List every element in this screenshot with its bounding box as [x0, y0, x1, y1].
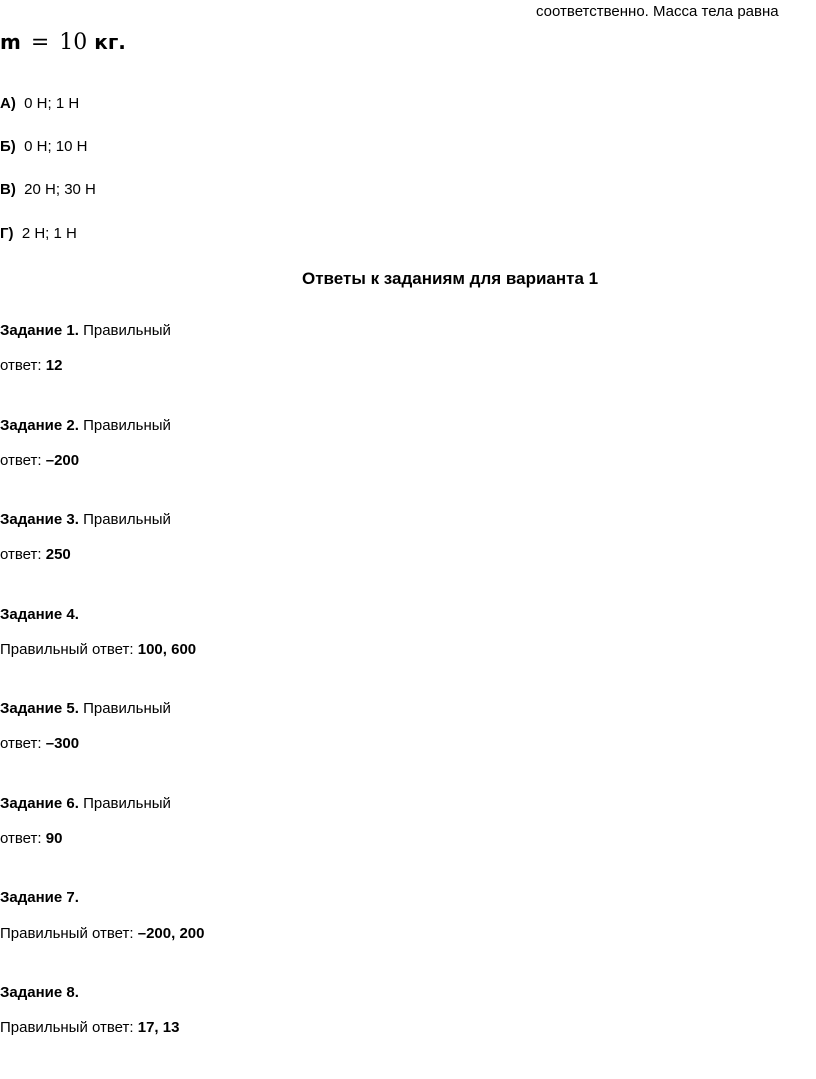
answer-prefix: Правильный ответ:	[0, 925, 138, 942]
answer-value: –200	[45, 452, 80, 469]
answer-2-line2	[0, 453, 79, 468]
answer-value: –300	[45, 735, 80, 752]
answer-3-line1	[0, 512, 171, 527]
answer-4-line2	[0, 642, 196, 657]
answer-prefix: Правильный ответ:	[0, 641, 138, 658]
formula-variable: m	[0, 30, 21, 54]
option-d	[0, 226, 77, 241]
answer-value: 17, 13	[137, 1019, 180, 1036]
top-text-line: соответственно. Масса тела равна	[536, 3, 779, 20]
task-label: Задание 7.	[0, 889, 79, 906]
formula-number: 10	[59, 30, 88, 55]
option-text: 0 Н; 10 Н	[24, 138, 88, 155]
answer-6-line1	[0, 796, 171, 811]
answer-6-line2	[0, 831, 62, 846]
mass-formula	[0, 32, 126, 54]
option-c	[0, 182, 96, 197]
answer-prefix: ответ:	[0, 830, 46, 847]
option-letter: Г)	[0, 225, 14, 242]
answer-prefix: Правильный ответ:	[0, 1019, 138, 1036]
formula-unit: кг.	[94, 30, 126, 54]
option-text: 0 Н; 1 Н	[24, 95, 80, 112]
option-a	[0, 96, 79, 111]
formula-equals: =	[30, 30, 50, 55]
answer-prefix: ответ:	[0, 735, 46, 752]
answer-8-line2	[0, 1020, 179, 1035]
option-b	[0, 139, 88, 154]
option-text: 20 Н; 30 Н	[24, 181, 96, 198]
answer-value: 100, 600	[137, 641, 197, 658]
answer-value: 90	[45, 830, 63, 847]
task-line-rest: Правильный	[78, 511, 171, 528]
answer-prefix: ответ:	[0, 452, 46, 469]
answer-5-line1	[0, 701, 171, 716]
answer-value: –200, 200	[137, 925, 205, 942]
task-label: Задание 3.	[0, 511, 79, 528]
option-text: 2 Н; 1 Н	[21, 225, 77, 242]
answer-1-line2	[0, 358, 62, 373]
task-label: Задание 8.	[0, 984, 79, 1001]
option-letter: А)	[0, 95, 16, 112]
answer-8-line1	[0, 985, 79, 1000]
answer-3-line2	[0, 547, 71, 562]
answer-4-line1	[0, 607, 79, 622]
answer-7-line1	[0, 890, 79, 905]
answer-prefix: ответ:	[0, 357, 46, 374]
task-line-rest: Правильный	[78, 417, 171, 434]
answer-1-line1	[0, 323, 171, 338]
task-line-rest: Правильный	[78, 700, 171, 717]
option-letter: Б)	[0, 138, 16, 155]
answer-2-line1	[0, 418, 171, 433]
answer-7-line2	[0, 926, 204, 941]
task-line-rest: Правильный	[78, 322, 171, 339]
task-label: Задание 2.	[0, 417, 79, 434]
answer-prefix: ответ:	[0, 546, 46, 563]
option-letter: В)	[0, 181, 16, 198]
task-label: Задание 6.	[0, 795, 79, 812]
answer-5-line2	[0, 736, 79, 751]
answer-value: 12	[45, 357, 63, 374]
task-label: Задание 4.	[0, 606, 79, 623]
answers-heading: Ответы к заданиям для варианта 1	[302, 269, 599, 288]
answer-value: 250	[45, 546, 71, 563]
task-label: Задание 1.	[0, 322, 79, 339]
task-label: Задание 5.	[0, 700, 79, 717]
task-line-rest: Правильный	[78, 795, 171, 812]
